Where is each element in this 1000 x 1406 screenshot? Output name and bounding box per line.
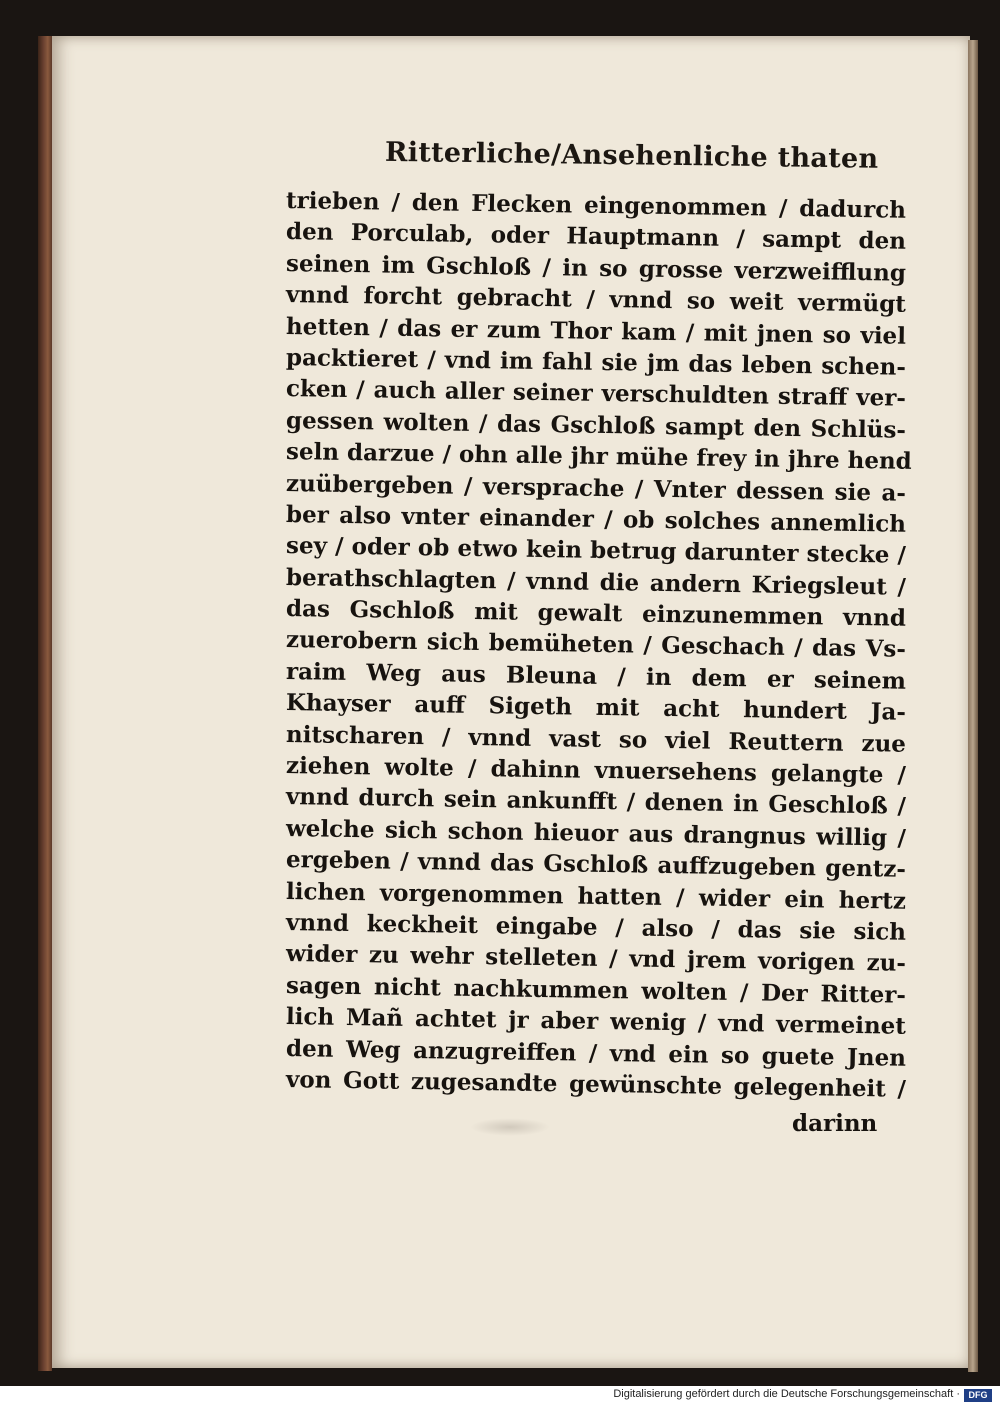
text-line: ber also vnter einander / ob solches annemlich [285,500,907,538]
text-line: seln darzue / ohn alle jhr mühe frey in jhre hend [285,438,912,475]
dfg-logo-icon: DFG [964,1389,992,1402]
text-line: cken / auch aller seiner verschuldten straff ver- [285,375,907,413]
text-line: das Gschloß mit gewalt einzunemmen vnnd [285,595,907,632]
text-line: packtieret / vnd im fahl sie jm das leben schen- [285,343,907,381]
body-text [285,185,912,1103]
text-line: sagen nicht nachkummen wolten / Der Ritter- [285,971,907,1009]
text-line: lich Mañ achtet jr aber wenig / vnd vermeinet [285,1003,907,1040]
text-line: raim Weg aus Bleuna / in dem er seinem [285,657,907,695]
catchword: darinn [792,1110,878,1137]
text-line: den Porculab, oder Hauptmann / sampt den [285,218,907,256]
running-head: Ritterliche/Ansehenliche thaten [384,136,879,175]
text-line: ziehen wolte / dahinn vnuersehens gelangte / [285,752,907,789]
book-binding [38,36,52,1371]
text-line: vnnd keckheit eingabe / also / das sie sich [285,908,907,946]
text-line: zuübergeben / versprache / Vnter dessen sie a- [285,469,907,507]
text-line: lichen vorgenommen hatten / wider ein hertz [285,877,907,915]
text-line: trieben / den Flecken eingenommen / dadurch [285,187,907,224]
text-line: ergeben / vnnd das Gschloß auffzugeben gentz- [285,846,907,883]
text-line: von Gott zugesandte gewünschte gelegenheit / [285,1065,907,1103]
page-edge [968,40,978,1372]
text-line: zuerobern sich bemüheten / Geschach / das Vs- [285,626,907,664]
text-line: wider zu wehr stelleten / vnd jrem vorigen zu- [285,940,907,978]
ink-bleed-mark [470,1118,550,1136]
text-line: hetten / das er zum Thor kam / mit jnen so viel [285,312,907,350]
text-line: vnnd durch sein ankunfft / denen in Geschloß / [285,783,907,821]
footer-bar [0,1386,1000,1406]
text-line: nitscharen / vnnd vast so viel Reuttern zue [285,720,907,758]
text-line: den Weg anzugreiffen / vnd ein so guete Jnen [285,1034,907,1072]
text-line: welche sich schon hieuor aus drangnus willig / [285,814,907,852]
text-line: vnnd forcht gebracht / vnnd so weit vermügt [285,281,907,318]
funding-credit: Digitalisierung gefördert durch die Deutsche Forschungsgemeinschaft · [613,1388,960,1400]
text-line: sey / oder ob etwo kein betrug darunter stecke / [285,532,907,570]
text-line: Khayser auff Sigeth mit acht hundert Ja- [285,689,907,726]
text-line: gessen wolten / das Gschloß sampt den Schlüs- [285,406,907,444]
text-line: berathschlagten / vnnd die andern Kriegsleut / [285,563,907,601]
text-line: seinen im Gschloß / in so grosse verzweifflung [285,249,907,287]
